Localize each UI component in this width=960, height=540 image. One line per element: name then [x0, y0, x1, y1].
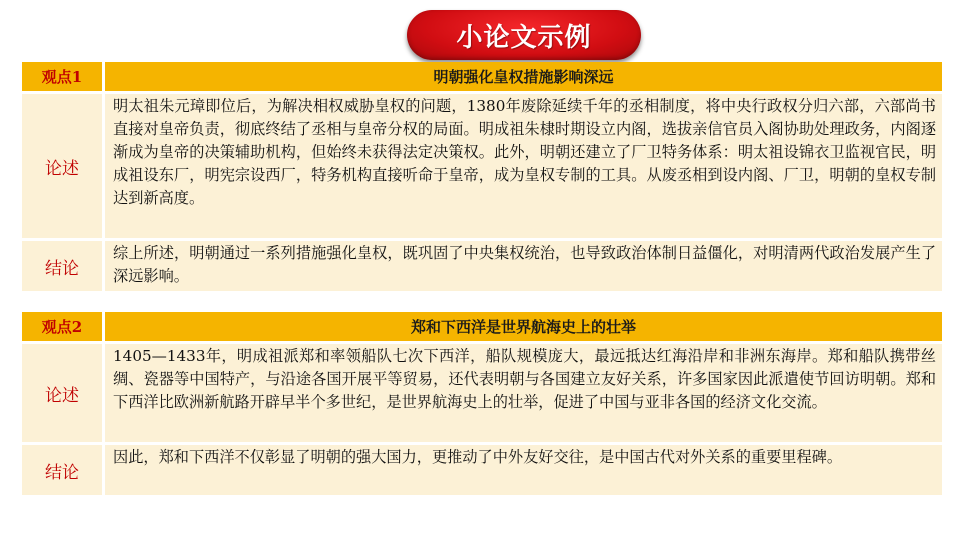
argument-label: 论述: [22, 94, 102, 238]
viewpoint-heading: 郑和下西洋是世界航海史上的壮举: [105, 312, 942, 341]
viewpoint-heading: 明朝强化皇权措施影响深远: [105, 62, 942, 91]
conclusion-row: [22, 445, 942, 495]
slide-title: 小论文示例: [456, 22, 592, 53]
conclusion-text: 因此，郑和下西洋不仅彰显了明朝的强大国力，更推动了中外友好交往，是中国古代对外关系的重要里程碑。: [105, 445, 942, 495]
viewpoint-label: 观点1: [22, 62, 102, 91]
argument-text: 1405—1433年，明成祖派郑和率领船队七次下西洋，船队规模庞大，最远抵达红海沿岸和非洲东海岸。郑和船队携带丝绸、瓷器等中国特产，与沿途各国开展平等贸易，还代表明朝与各国建立友好关系，许多国家因此派遣使节回访明朝。郑和下西洋比欧洲新航路开辟早半个多世纪，是世界航海史上的壮举，促进了中国与亚非各国的经济文化交流。: [105, 344, 942, 442]
viewpoint-table-2: [22, 312, 942, 495]
conclusion-label: 结论: [22, 241, 102, 291]
conclusion-row: [22, 241, 942, 291]
viewpoint-header-row: [22, 62, 942, 91]
conclusion-label: 结论: [22, 445, 102, 495]
viewpoint-label: 观点2: [22, 312, 102, 341]
viewpoint-header-row: [22, 312, 942, 341]
argument-text: 明太祖朱元璋即位后，为解决相权威胁皇权的问题，1380年废除延续千年的丞相制度，将中央行政权分归六部，六部尚书直接对皇帝负责，彻底终结了丞相与皇帝分权的局面。明成祖朱棣时期设立内阁，选拔亲信官员入阁协助处理政务，内阁逐渐成为皇帝的决策辅助机构，但始终未获得法定决策权。此外，明朝还建立了厂卫特务体系：明太祖设锦衣卫监视官民，明成祖设东厂，明宪宗设西厂，特务机构直接听命于皇帝，成为皇权专制的工具。从废丞相到设内阁、厂卫，明朝的皇权专制达到新高度。: [105, 94, 942, 238]
argument-row: [22, 94, 942, 238]
conclusion-text: 综上所述，明朝通过一系列措施强化皇权，既巩固了中央集权统治，也导致政治体制日益僵化，对明清两代政治发展产生了深远影响。: [105, 241, 942, 291]
argument-label: 论述: [22, 344, 102, 442]
viewpoint-table-1: [22, 62, 942, 291]
slide-title-banner: [407, 10, 641, 60]
argument-row: [22, 344, 942, 442]
